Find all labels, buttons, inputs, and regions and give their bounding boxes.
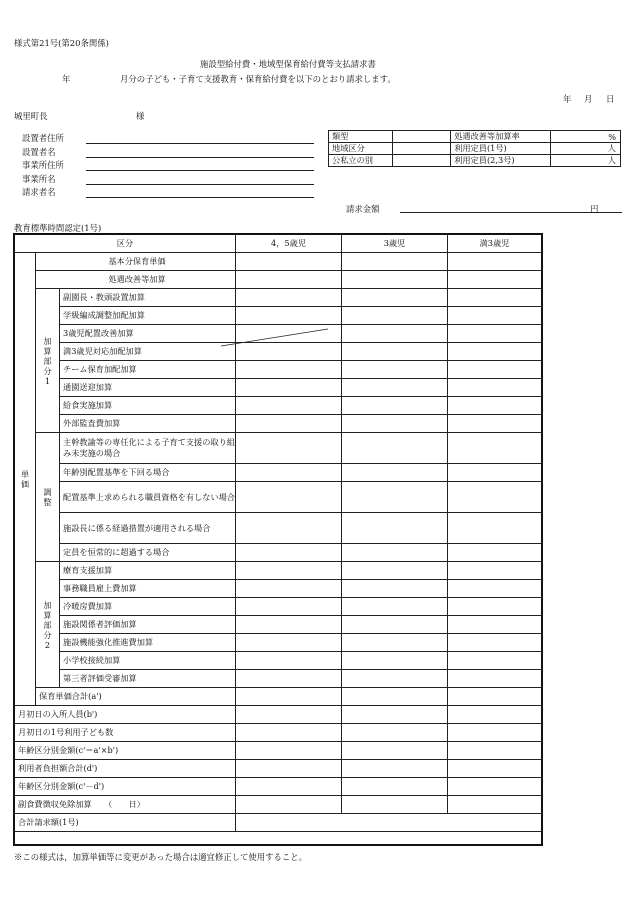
info-cell: 地域区分	[329, 143, 393, 155]
value-cell[interactable]	[342, 760, 448, 778]
item-label: 年齢別配置基準を下回る場合	[60, 464, 236, 482]
summary-row-label: 利用者負担額合計(d')	[15, 760, 236, 778]
date-month: 月	[584, 94, 593, 104]
info-cell: 利用定員(2,3号)	[451, 155, 551, 167]
claim-amount-line[interactable]	[400, 212, 622, 213]
value-cell[interactable]	[448, 742, 542, 760]
intro-year: 年	[62, 74, 71, 84]
value-cell[interactable]	[236, 598, 342, 616]
info-value-cell[interactable]	[392, 155, 451, 167]
subtotal-label: 保育単価合計(a')	[36, 688, 236, 706]
value-cell[interactable]	[342, 670, 448, 688]
value-cell[interactable]	[448, 760, 542, 778]
value-cell[interactable]	[342, 271, 448, 289]
item-label: 小学校接続加算	[60, 652, 236, 670]
value-cell[interactable]	[236, 796, 342, 814]
item-label: 施設関係者評価加算	[60, 616, 236, 634]
value-cell[interactable]	[236, 307, 342, 325]
chosei-label: 調整	[36, 433, 60, 562]
header-age-column: 4，5歳児	[236, 235, 342, 253]
value-cell[interactable]	[448, 796, 542, 814]
item-label: 施設長に係る経過措置が適用される場合	[60, 513, 236, 544]
summary-row-label: 年齢区分別金額(c'－d')	[15, 778, 236, 796]
value-cell[interactable]	[342, 289, 448, 307]
value-cell[interactable]	[342, 724, 448, 742]
item-label: 外部監査費加算	[60, 415, 236, 433]
claim-label: 請求金額	[346, 204, 380, 214]
total-value-cell[interactable]	[236, 814, 542, 832]
applicant-field-input[interactable]	[86, 143, 314, 144]
value-cell[interactable]	[236, 580, 342, 598]
value-cell[interactable]	[236, 415, 342, 433]
info-cell: 処遇改善等加算率	[451, 131, 551, 143]
value-cell[interactable]	[448, 616, 542, 634]
value-cell[interactable]	[342, 634, 448, 652]
value-cell[interactable]	[448, 670, 542, 688]
applicant-field-input[interactable]	[86, 170, 314, 171]
header-category: 区分	[15, 235, 236, 253]
value-cell[interactable]	[236, 289, 342, 307]
value-cell[interactable]	[448, 634, 542, 652]
value-cell[interactable]	[448, 253, 542, 271]
diagonal-slash	[221, 328, 329, 347]
item-label: チーム保育加配加算	[60, 361, 236, 379]
value-cell[interactable]	[236, 616, 342, 634]
item-label: 通園送迎加算	[60, 379, 236, 397]
value-cell[interactable]	[448, 482, 542, 513]
value-cell[interactable]	[448, 513, 542, 544]
value-cell[interactable]	[236, 652, 342, 670]
basic-row-label: 処遇改善等加算	[36, 271, 236, 289]
info-table	[328, 130, 621, 167]
value-cell[interactable]	[342, 253, 448, 271]
value-cell[interactable]	[342, 482, 448, 513]
applicant-field-input[interactable]	[86, 184, 314, 185]
item-label: 冷暖房費加算	[60, 598, 236, 616]
value-cell[interactable]	[448, 379, 542, 397]
value-cell[interactable]	[448, 343, 542, 361]
summary-row-label: 副食費徴収免除加算 （ 日）	[15, 796, 236, 814]
value-cell[interactable]	[342, 706, 448, 724]
summary-row-label: 月初日の1号利用子ども数	[15, 724, 236, 742]
applicant-field-input[interactable]	[86, 197, 314, 198]
header-age-column: 3歳児	[342, 235, 448, 253]
value-cell[interactable]	[236, 253, 342, 271]
value-cell[interactable]	[342, 433, 448, 464]
summary-row-label: 合計請求額(1号)	[15, 814, 236, 832]
value-cell[interactable]	[342, 361, 448, 379]
value-cell[interactable]	[342, 742, 448, 760]
summary-row-label: 年齢区分別金額(c'＝a'×b')	[15, 742, 236, 760]
item-label: 副園長・教頭設置加算	[60, 289, 236, 307]
value-cell[interactable]	[448, 544, 542, 562]
info-cell: %	[551, 131, 621, 143]
date-day: 日	[606, 94, 615, 104]
applicant-field-label: 請求者名	[22, 187, 56, 197]
applicant-field-label: 事業所住所	[22, 160, 64, 170]
footnote: ※この様式は，加算単価等に変更があった場合は適宜修正して使用すること。	[14, 852, 308, 862]
value-cell[interactable]	[342, 325, 448, 343]
basic-row-label: 基本分保育単価	[36, 253, 236, 271]
value-cell[interactable]	[342, 580, 448, 598]
value-cell[interactable]	[342, 778, 448, 796]
value-cell[interactable]	[342, 652, 448, 670]
intro-text: 月分の子ども・子育て支援教育・保育給付費を以下のとおり請求します。	[120, 74, 396, 84]
value-cell[interactable]	[236, 482, 342, 513]
form-number: 様式第21号(第20条関係)	[14, 38, 109, 48]
info-cell: 人	[551, 155, 621, 167]
document-title: 施設型給付費・地域型保育給付費等支払請求書	[200, 59, 376, 69]
value-cell[interactable]	[448, 289, 542, 307]
applicant-field-label: 設置者住所	[22, 133, 64, 143]
value-cell[interactable]	[236, 271, 342, 289]
value-cell[interactable]	[236, 544, 342, 562]
value-cell[interactable]	[236, 397, 342, 415]
value-cell[interactable]	[342, 796, 448, 814]
item-label: 第三者評価受審加算	[60, 670, 236, 688]
value-cell[interactable]	[448, 652, 542, 670]
date-year: 年	[563, 94, 572, 104]
claim-unit: 円	[590, 204, 599, 214]
item-label: 配置基準上求められる職員資格を有しない場合	[60, 482, 236, 513]
value-cell[interactable]	[236, 634, 342, 652]
applicant-field-input[interactable]	[86, 157, 314, 158]
item-label: 療育支援加算	[60, 562, 236, 580]
value-cell[interactable]	[236, 379, 342, 397]
value-cell[interactable]	[342, 464, 448, 482]
value-cell[interactable]	[448, 724, 542, 742]
value-cell[interactable]	[448, 706, 542, 724]
value-cell[interactable]	[342, 397, 448, 415]
value-cell[interactable]	[236, 464, 342, 482]
value-cell[interactable]	[448, 325, 542, 343]
addressee-name: 城里町長	[14, 111, 48, 121]
value-cell[interactable]	[236, 742, 342, 760]
value-cell[interactable]	[236, 706, 342, 724]
value-cell[interactable]	[448, 307, 542, 325]
value-cell[interactable]	[236, 433, 342, 464]
value-cell[interactable]	[342, 343, 448, 361]
value-cell[interactable]	[342, 598, 448, 616]
info-cell: 人	[551, 143, 621, 155]
value-cell[interactable]	[448, 464, 542, 482]
item-label: 施設機能強化推進費加算	[60, 634, 236, 652]
value-cell[interactable]	[342, 379, 448, 397]
header-age-column: 満3歳児	[448, 235, 542, 253]
value-cell[interactable]	[342, 544, 448, 562]
item-label: 3歳児配置改善加算	[60, 325, 236, 343]
value-cell[interactable]	[236, 562, 342, 580]
value-cell[interactable]	[236, 724, 342, 742]
value-cell[interactable]	[448, 580, 542, 598]
item-label: 定員を恒常的に超過する場合	[60, 544, 236, 562]
value-cell[interactable]	[448, 598, 542, 616]
value-cell[interactable]	[236, 778, 342, 796]
value-cell[interactable]	[236, 513, 342, 544]
section-title: 教育標準時間認定(1号)	[14, 223, 102, 233]
addressee-honorific: 様	[136, 111, 145, 121]
applicant-field-label: 事業所名	[22, 173, 56, 184]
applicant-field-label: 設置者名	[22, 146, 56, 157]
item-label: 学級編成調整加配加算	[60, 307, 236, 325]
item-label: 給食実施加算	[60, 397, 236, 415]
value-cell[interactable]	[448, 688, 542, 706]
summary-row-label: 月初日の入所人員(b')	[15, 706, 236, 724]
value-cell[interactable]	[448, 361, 542, 379]
kasan2-label: 加算部分2	[36, 562, 60, 688]
item-label: 主幹教諭等の専任化による子育て支援の取り組み未実施の場合	[60, 433, 236, 464]
info-value-cell[interactable]	[392, 131, 451, 143]
value-cell[interactable]	[236, 361, 342, 379]
kasan1-label: 加算部分1	[36, 289, 60, 433]
item-label: 事務職員雇上費加算	[60, 580, 236, 598]
info-cell: 公私立の別	[329, 155, 393, 167]
value-cell[interactable]	[342, 307, 448, 325]
value-cell[interactable]	[448, 433, 542, 464]
info-value-cell[interactable]	[392, 143, 451, 155]
value-cell[interactable]	[448, 778, 542, 796]
value-cell[interactable]	[448, 562, 542, 580]
value-cell[interactable]	[342, 562, 448, 580]
value-cell[interactable]	[342, 513, 448, 544]
value-cell[interactable]	[448, 271, 542, 289]
tanka-label: 単価	[15, 253, 36, 706]
value-cell[interactable]	[342, 415, 448, 433]
value-cell[interactable]	[342, 616, 448, 634]
value-cell[interactable]	[342, 688, 448, 706]
value-cell[interactable]	[448, 397, 542, 415]
info-cell: 類型	[329, 131, 393, 143]
value-cell[interactable]	[448, 415, 542, 433]
value-cell[interactable]	[236, 760, 342, 778]
value-cell[interactable]	[236, 670, 342, 688]
value-cell[interactable]	[236, 688, 342, 706]
info-cell: 利用定員(1号)	[451, 143, 551, 155]
item-label: 満3歳児対応加配加算	[60, 343, 236, 361]
main-table	[14, 234, 542, 832]
